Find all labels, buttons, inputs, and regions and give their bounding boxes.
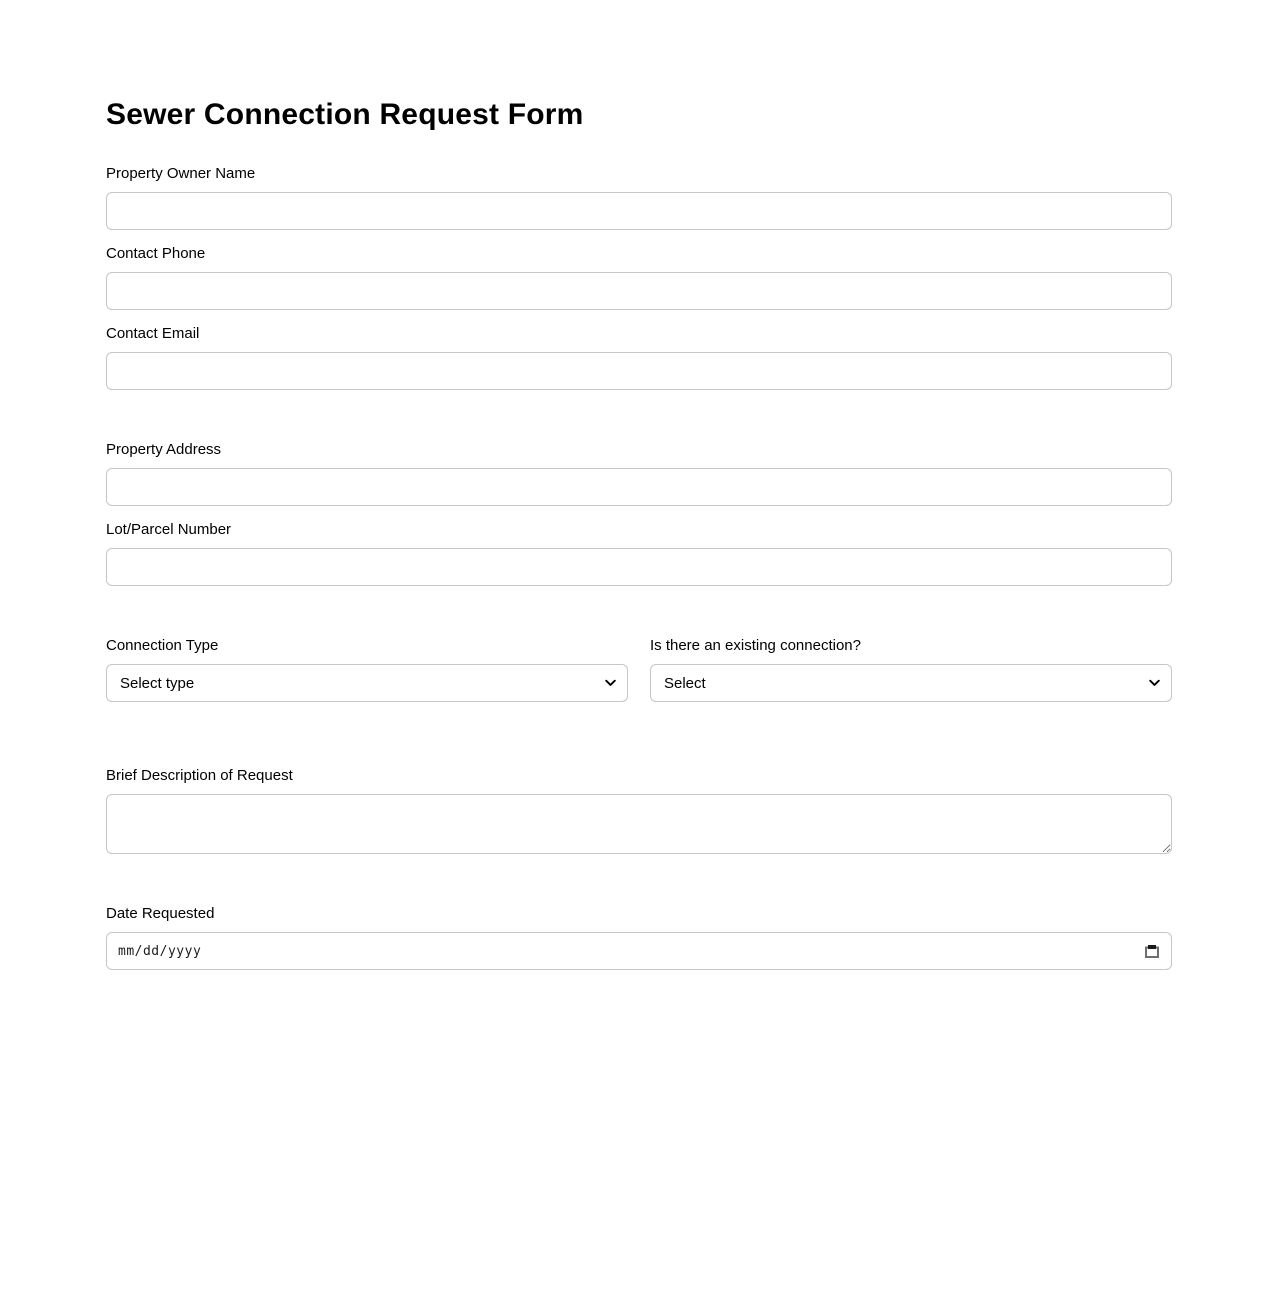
brief-description-label: Brief Description of Request: [106, 767, 293, 784]
property-owner-name-input[interactable]: [106, 192, 1172, 230]
existing-connection-select[interactable]: [650, 664, 1172, 702]
section-connection-details: [106, 636, 1172, 716]
contact-email-input[interactable]: [106, 352, 1172, 390]
section-contact-info: [106, 164, 1172, 390]
field-property-address: [106, 440, 1172, 506]
field-contact-phone: [106, 244, 1172, 310]
lot-parcel-number-input[interactable]: [106, 548, 1172, 586]
connection-type-select[interactable]: [106, 664, 628, 702]
date-requested-wrap: [106, 932, 1172, 970]
date-picker-button[interactable]: [1144, 943, 1160, 959]
calendar-icon: [1144, 947, 1160, 962]
connection-details-row: [106, 636, 1172, 716]
date-requested-input[interactable]: [106, 932, 1172, 970]
field-brief-description: [106, 766, 1172, 854]
field-date-requested: [106, 904, 1172, 970]
field-contact-email: [106, 324, 1172, 390]
form-container: [106, 0, 1172, 970]
contact-phone-label: Contact Phone: [106, 245, 206, 262]
section-date: [106, 904, 1172, 970]
property-address-label: Property Address: [106, 441, 222, 458]
connection-type-label: Connection Type: [106, 637, 219, 654]
property-owner-name-label: Property Owner Name: [106, 165, 256, 182]
section-property-info: [106, 440, 1172, 586]
field-lot-parcel-number: [106, 520, 1172, 586]
page-title: Sewer Connection Request Form: [106, 98, 584, 131]
contact-phone-input[interactable]: [106, 272, 1172, 310]
brief-description-textarea[interactable]: [106, 794, 1172, 854]
section-description: [106, 766, 1172, 854]
property-address-input[interactable]: [106, 468, 1172, 506]
existing-connection-label: Is there an existing connection?: [650, 637, 861, 654]
lot-parcel-number-label: Lot/Parcel Number: [106, 521, 232, 538]
existing-connection-select-wrap: [650, 664, 1172, 702]
field-existing-connection: [650, 636, 1172, 702]
contact-email-label: Contact Email: [106, 325, 200, 342]
field-connection-type: [106, 636, 628, 702]
field-property-owner-name: [106, 164, 1172, 230]
date-requested-label: Date Requested: [106, 905, 215, 922]
connection-type-select-wrap: [106, 664, 628, 702]
